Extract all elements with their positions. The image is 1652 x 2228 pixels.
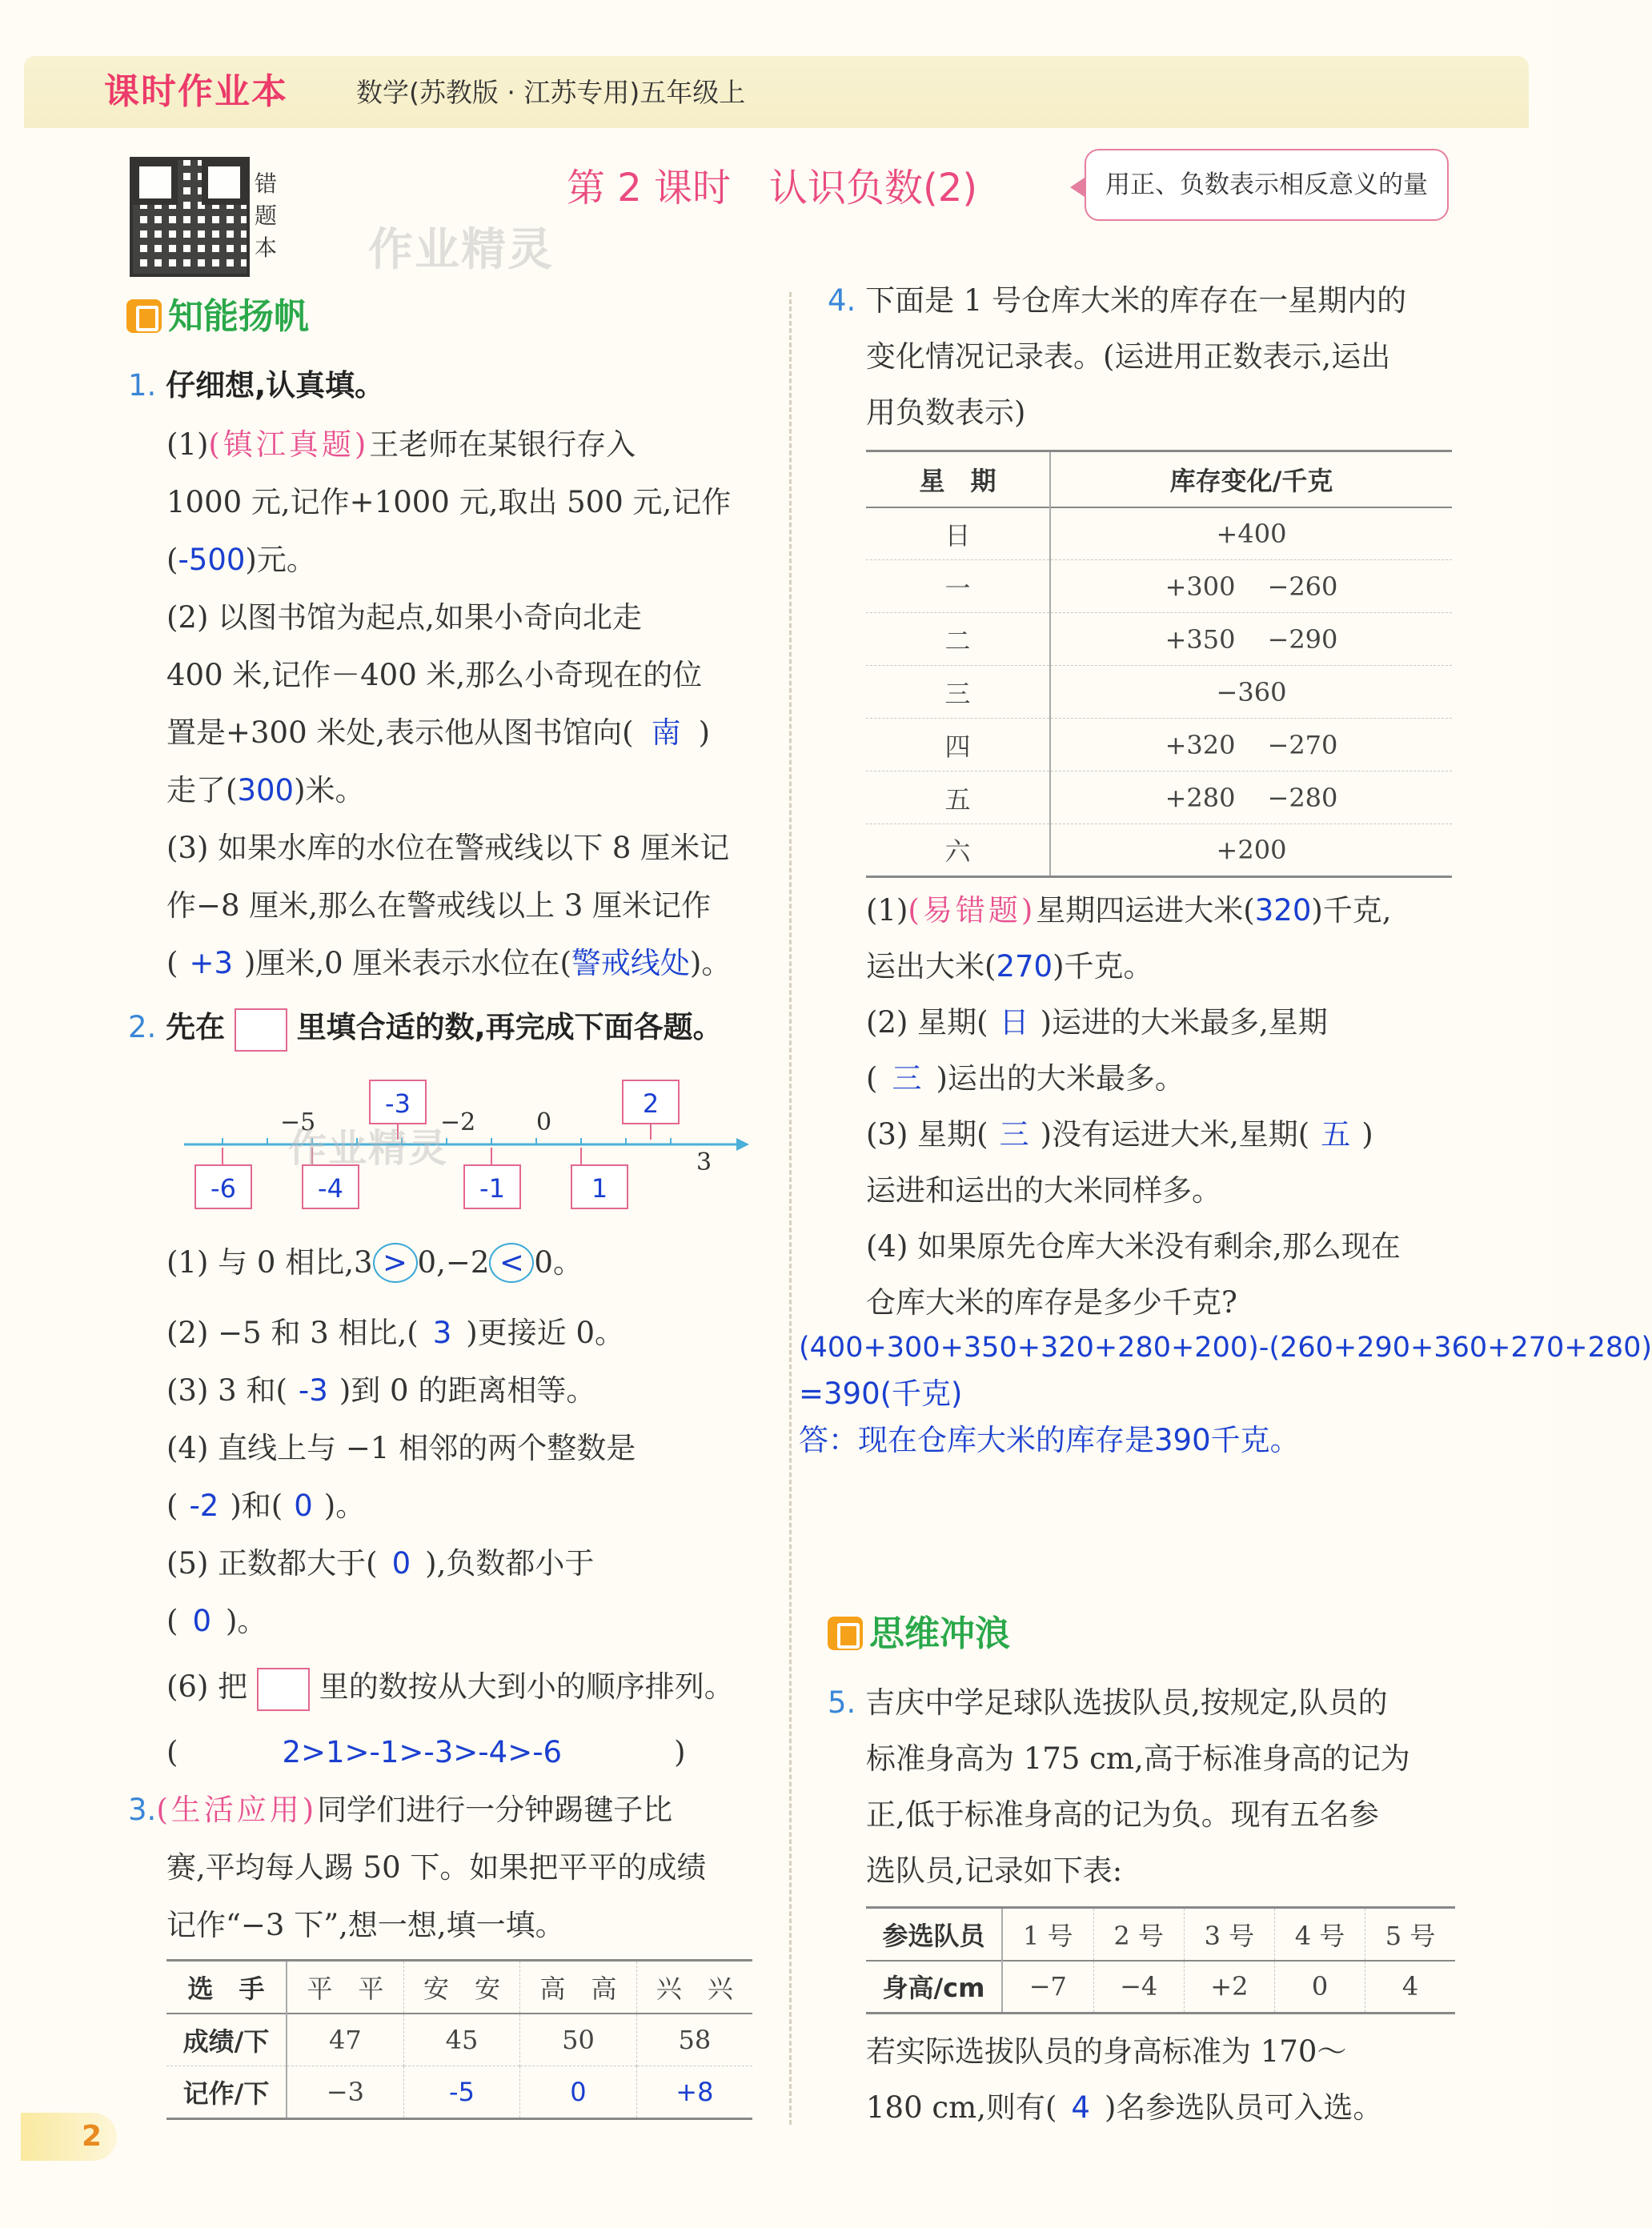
table-header-cell: 库存变化/千克 xyxy=(1169,465,1333,496)
q4-p2-line2 xyxy=(866,1058,1185,1100)
box-above-neg3-value[interactable]: -3 xyxy=(385,1088,411,1119)
text: 0,−2 xyxy=(417,1245,490,1280)
value-in: +350 xyxy=(1165,623,1236,655)
brand-title: 课时作业本 xyxy=(104,71,288,112)
table-header-cell: 参选队员 xyxy=(866,1908,1002,1961)
table-row xyxy=(866,1961,1455,2014)
q4-p4-line2: 仓库大米的库存是多少千克? xyxy=(866,1285,1237,1320)
table-row-label: 二 xyxy=(866,613,1050,666)
table-header-cell: 兴 兴 xyxy=(636,1961,752,2014)
table-row-label: 日 xyxy=(866,507,1050,560)
q5-number: 5. xyxy=(828,1685,856,1720)
value-out: −270 xyxy=(1267,729,1338,760)
table-row xyxy=(866,771,1452,824)
tick-label-neg2: −2 xyxy=(440,1108,476,1136)
table-row xyxy=(166,1961,752,2014)
table-cell xyxy=(1050,719,1452,771)
text: 里的数按从大到小的顺序排列。 xyxy=(319,1669,734,1704)
answer-q5[interactable]: 4 xyxy=(1071,2090,1090,2125)
paren: ( xyxy=(166,1489,178,1523)
number-line-arrow xyxy=(736,1138,749,1151)
table-row xyxy=(866,824,1452,877)
q1-title-line xyxy=(128,365,384,407)
table-row-label: 六 xyxy=(866,824,1050,877)
value-out: −290 xyxy=(1267,623,1338,655)
qr-label-char: 题 xyxy=(255,202,278,229)
text: )米。 xyxy=(294,773,365,807)
q5-line3: 正,低于标准身高的记为负。现有五名参 xyxy=(866,1797,1379,1832)
paren: )。 xyxy=(225,1604,267,1638)
table-cell xyxy=(1050,771,1452,824)
answer-q4-3a[interactable]: 三 xyxy=(999,1117,1029,1152)
text: )名参选队员可入选。 xyxy=(1104,2090,1383,2125)
table-cell xyxy=(1050,560,1452,613)
q2-title-line xyxy=(128,1007,723,1052)
box-below-neg1-value[interactable]: -1 xyxy=(479,1173,505,1204)
table-row xyxy=(866,666,1452,719)
q4-number: 4. xyxy=(828,283,856,318)
q4-p2-line1 xyxy=(866,1002,1328,1044)
q2-p6-line1 xyxy=(166,1666,734,1711)
table-row xyxy=(866,1908,1455,1961)
q5-table xyxy=(866,1906,1455,2014)
q1-p3-line2: 作−8 厘米,那么在警戒线以上 3 厘米记作 xyxy=(166,888,712,923)
text: 运出大米( xyxy=(866,949,996,984)
answer-q1-2a[interactable]: 南 xyxy=(651,715,681,750)
q1-p1-text: 王老师在某银行存入 xyxy=(369,427,636,462)
text: (5) 正数都大于( xyxy=(166,1546,378,1581)
text: 走了( xyxy=(166,773,238,807)
table-cell: 50 xyxy=(520,2014,637,2066)
table-cell: 47 xyxy=(287,2014,403,2066)
page-number: 2 xyxy=(21,2113,117,2161)
value-out: −360 xyxy=(1216,676,1287,707)
table-cell xyxy=(1050,666,1452,719)
text: )没有运进大米,星期( xyxy=(1040,1117,1310,1152)
q2-p3-line xyxy=(166,1370,595,1412)
text: 吉庆中学足球队选拔队员,按规定,队员的 xyxy=(865,1685,1388,1720)
table-header-cell: 选 手 xyxy=(166,1961,287,2014)
q1-p3-line1: (3) 如果水库的水位在警戒线以下 8 厘米记 xyxy=(166,831,730,865)
answer-q2-5a[interactable]: 0 xyxy=(391,1546,411,1581)
value-in: +400 xyxy=(1216,518,1287,549)
q1-p1-tag: (镇江真题) xyxy=(208,427,370,462)
q4-line2: 变化情况记录表。(运进用正数表示,运出 xyxy=(866,339,1391,374)
qr-code-icon[interactable] xyxy=(130,157,250,277)
table-cell: 58 xyxy=(636,2014,752,2066)
blank-box xyxy=(257,1668,310,1711)
text: 0。 xyxy=(534,1245,583,1280)
table-cell: 0 xyxy=(1274,1961,1365,2014)
q2-p6-line2 xyxy=(166,1732,686,1773)
answer-q2-1b[interactable]: < xyxy=(489,1243,534,1283)
answer-q2-2[interactable]: 3 xyxy=(432,1316,452,1350)
tick-label-neg5: −5 xyxy=(280,1108,316,1136)
table-row xyxy=(866,719,1452,771)
q2-title: 里填合适的数,再完成下面各题。 xyxy=(296,1010,723,1044)
blank-box xyxy=(235,1008,287,1052)
table-row xyxy=(866,451,1452,507)
table-header-cell: 星 期 xyxy=(866,451,1050,507)
section-heading-siwei xyxy=(828,1610,1010,1658)
q2-p1-line xyxy=(166,1242,583,1284)
table-row xyxy=(866,560,1452,613)
watermark: 作业精灵 xyxy=(288,1126,449,1171)
section-heading-text: 知能扬帆 xyxy=(168,296,309,337)
q4-p1-line2 xyxy=(866,946,1153,988)
paren: ) xyxy=(674,1735,686,1769)
section-heading-zhineng xyxy=(126,293,309,341)
q2-p4-line1: (4) 直线上与 −1 相邻的两个整数是 xyxy=(166,1431,636,1465)
table-row xyxy=(166,2066,752,2119)
qr-label xyxy=(255,168,287,264)
table-cell: 4 xyxy=(1365,1961,1455,2014)
paren: ( xyxy=(866,1061,878,1096)
q2-title: 先在 xyxy=(166,1010,226,1044)
lesson-title: 第 2 课时 认识负数(2) xyxy=(567,166,978,210)
q5-line5: 若实际选拔队员的身高标准为 170～ xyxy=(866,2034,1347,2069)
q2-p5-line1 xyxy=(166,1543,594,1585)
table-row-label: 成绩/下 xyxy=(166,2014,287,2066)
table-header-cell: 3 号 xyxy=(1184,1908,1274,1961)
value-in: +300 xyxy=(1165,571,1236,602)
table-row-label: 四 xyxy=(866,719,1050,771)
box-above-2-value[interactable]: 2 xyxy=(642,1088,660,1119)
paren: ) xyxy=(698,715,711,750)
q1-number: 1. xyxy=(128,368,157,403)
paren: )元。 xyxy=(245,543,316,577)
text: )千克。 xyxy=(1053,949,1153,984)
q5-line4: 选队员,记录如下表: xyxy=(866,1853,1123,1888)
table-header-cell: 1 号 xyxy=(1002,1908,1093,1961)
qr-label-char: 本 xyxy=(255,234,278,261)
text: )运出的大米最多。 xyxy=(936,1061,1185,1096)
table-header-cell: 5 号 xyxy=(1365,1908,1455,1961)
q1-p3-line3 xyxy=(166,943,731,984)
handwritten-work-line2[interactable]: =390(千克) xyxy=(799,1376,963,1411)
table-cell: −3 xyxy=(287,2066,403,2119)
answer-q3-anan[interactable]: -5 xyxy=(403,2066,520,2119)
text: )更接近 0。 xyxy=(466,1316,625,1350)
answer-q2-3[interactable]: -3 xyxy=(298,1373,328,1408)
q1-title: 仔细想,认真填。 xyxy=(166,368,385,403)
q1-p1-label: (1) xyxy=(166,427,209,462)
table-cell: +2 xyxy=(1184,1961,1274,2014)
q2-p2-line xyxy=(166,1312,624,1354)
answer-q2-5b[interactable]: 0 xyxy=(192,1604,211,1638)
text: )厘米,0 厘米表示水位在( xyxy=(243,946,571,980)
q1-p2-line4 xyxy=(166,770,365,811)
answer-q2-4a[interactable]: -2 xyxy=(189,1489,219,1523)
text: )运进的大米最多,星期 xyxy=(1040,1005,1328,1040)
text: )到 0 的距离相等。 xyxy=(339,1373,596,1408)
table-row xyxy=(866,613,1452,666)
text: (3) 星期( xyxy=(866,1117,988,1152)
q3-number: 3. xyxy=(128,1793,157,1827)
q3-table xyxy=(166,1959,752,2120)
column-divider xyxy=(789,292,792,2125)
answer-q1-1[interactable]: -500 xyxy=(178,543,246,577)
paren: )。 xyxy=(689,946,732,980)
q4-p3-line2: 运进和运出的大米同样多。 xyxy=(866,1173,1221,1208)
text: ),负数都小于 xyxy=(425,1546,595,1581)
q5-line2: 标准身高为 175 cm,高于标准身高的记为 xyxy=(866,1741,1410,1776)
number-line-diagram xyxy=(160,1064,752,1224)
box-below-neg6-value[interactable]: -6 xyxy=(211,1173,236,1204)
answer-q3-gaogao[interactable]: 0 xyxy=(520,2066,637,2119)
q3-line3: 记作“−3 下”,想一想,填一填。 xyxy=(166,1908,565,1942)
paren: ) xyxy=(1361,1117,1373,1152)
text: )和( xyxy=(230,1489,283,1523)
text: (1) 与 0 相比,3 xyxy=(166,1245,373,1280)
q1-p2-line2: 400 米,记作－400 米,那么小奇现在的位 xyxy=(166,658,703,692)
box-below-neg4-value[interactable]: -4 xyxy=(318,1173,343,1204)
handwritten-work-line1[interactable]: (400+300+350+320+280+200)-(260+290+360+270+280) xyxy=(799,1332,1652,1364)
answer-q3-xingxing[interactable]: +8 xyxy=(636,2066,752,2119)
answer-q1-3a[interactable]: +3 xyxy=(189,946,233,980)
q1-p2-line1: (2) 以图书馆为起点,如果小奇向北走 xyxy=(166,600,642,635)
q3-line1 xyxy=(128,1789,672,1831)
table-cell: 45 xyxy=(403,2014,520,2066)
table-row xyxy=(866,507,1452,560)
q4-p1-line1 xyxy=(866,890,1392,932)
answer-q4-1b[interactable]: 270 xyxy=(996,949,1053,984)
answer-q2-6[interactable]: 2>1>-1>-3>-4>-6 xyxy=(282,1735,563,1769)
book-icon xyxy=(126,299,162,333)
table-header-cell: 安 安 xyxy=(403,1961,520,2014)
value-in: +280 xyxy=(1165,782,1236,813)
table-row-label: 记作/下 xyxy=(166,2066,287,2119)
q4-p1-tag: (易错题) xyxy=(908,893,1037,928)
text: 180 cm,则有( xyxy=(866,2090,1057,2125)
answer-q1-2b[interactable]: 300 xyxy=(237,773,295,807)
text: 同学们进行一分钟踢毽子比 xyxy=(317,1793,673,1827)
lesson-objective: 用正、负数表示相反意义的量 xyxy=(1085,149,1449,221)
text: (2) 星期( xyxy=(866,1005,988,1040)
q1-p1-line1 xyxy=(166,424,636,466)
answer-q4-1a[interactable]: 320 xyxy=(1254,893,1312,928)
answer-q2-1a[interactable]: > xyxy=(373,1243,418,1283)
box-below-1-value[interactable]: 1 xyxy=(591,1173,608,1204)
tick-label-3: 3 xyxy=(696,1148,712,1176)
table-header-cell: 高 高 xyxy=(520,1961,637,2014)
text: (2) −5 和 3 相比,( xyxy=(166,1316,419,1350)
text: (6) 把 xyxy=(166,1669,248,1704)
answer-q1-3b[interactable]: 警戒线处 xyxy=(571,946,690,980)
q3-line2: 赛,平均每人踢 50 下。如果把平平的成绩 xyxy=(166,1850,707,1885)
q4-p3-line1 xyxy=(866,1114,1373,1156)
table-cell xyxy=(1050,613,1452,666)
q4-line1 xyxy=(828,280,1406,322)
text: 下面是 1 号仓库大米的库存在一星期内的 xyxy=(865,283,1407,318)
value-in: +200 xyxy=(1216,835,1287,865)
q1-p1-line2: 1000 元,记作+1000 元,取出 500 元,记作 xyxy=(166,485,732,519)
q4-p4-line1: (4) 如果原先仓库大米没有剩余,那么现在 xyxy=(866,1229,1401,1264)
q2-p4-line2 xyxy=(166,1485,365,1527)
handwritten-answer[interactable]: 答：现在仓库大米的库存是390千克。 xyxy=(799,1423,1300,1457)
answer-q4-2b[interactable]: 三 xyxy=(892,1061,922,1096)
table-row-label: 一 xyxy=(866,560,1050,613)
book-subtitle: 数学(苏教版 · 江苏专用)五年级上 xyxy=(356,77,746,108)
table-cell: −7 xyxy=(1002,1961,1093,2014)
q1-p2-line3 xyxy=(166,712,710,754)
section-heading-text: 思维冲浪 xyxy=(869,1613,1010,1654)
paren: ( xyxy=(166,543,178,577)
table-cell: −4 xyxy=(1093,1961,1184,2014)
watermark: 作业精灵 xyxy=(368,224,554,276)
q4-line3: 用负数表示) xyxy=(866,395,1026,430)
q2-number: 2. xyxy=(128,1010,157,1044)
answer-q4-2a[interactable]: 日 xyxy=(999,1005,1029,1040)
table-cell xyxy=(1050,507,1452,560)
qr-label-char: 错 xyxy=(255,170,278,197)
answer-q4-3b[interactable]: 五 xyxy=(1321,1117,1351,1152)
table-row xyxy=(166,2014,752,2066)
value-out: −260 xyxy=(1267,571,1338,602)
table-header-cell: 2 号 xyxy=(1093,1908,1184,1961)
text: )千克, xyxy=(1311,893,1392,928)
answer-q2-4b[interactable]: 0 xyxy=(294,1489,313,1523)
paren: ( xyxy=(166,1604,178,1638)
text: 星期四运进大米( xyxy=(1036,893,1255,928)
table-row-label: 三 xyxy=(866,666,1050,719)
table-header-cell: 平 平 xyxy=(287,1961,403,2014)
table-header-cell: 4 号 xyxy=(1274,1908,1365,1961)
table-cell xyxy=(1050,824,1452,877)
paren: ( xyxy=(166,1735,178,1769)
value-out: −280 xyxy=(1267,782,1338,813)
q4-table xyxy=(866,450,1452,878)
paren: )。 xyxy=(323,1489,366,1523)
q5-line1 xyxy=(828,1682,1388,1724)
q1-p1-line3 xyxy=(166,539,316,581)
q2-p5-line2 xyxy=(166,1601,267,1642)
text: (3) 3 和( xyxy=(166,1373,287,1408)
text: 置是+300 米处,表示他从图书馆向( xyxy=(166,715,634,750)
q3-tag: (生活应用) xyxy=(156,1793,318,1827)
q5-line6 xyxy=(866,2087,1382,2129)
table-row-label: 身高/cm xyxy=(866,1961,1002,2014)
wave-icon xyxy=(828,1617,863,1650)
text: (1) xyxy=(866,893,908,928)
value-in: +320 xyxy=(1165,729,1236,760)
table-row-label: 五 xyxy=(866,771,1050,824)
tick-label-0: 0 xyxy=(536,1108,552,1136)
paren: ( xyxy=(166,946,178,980)
